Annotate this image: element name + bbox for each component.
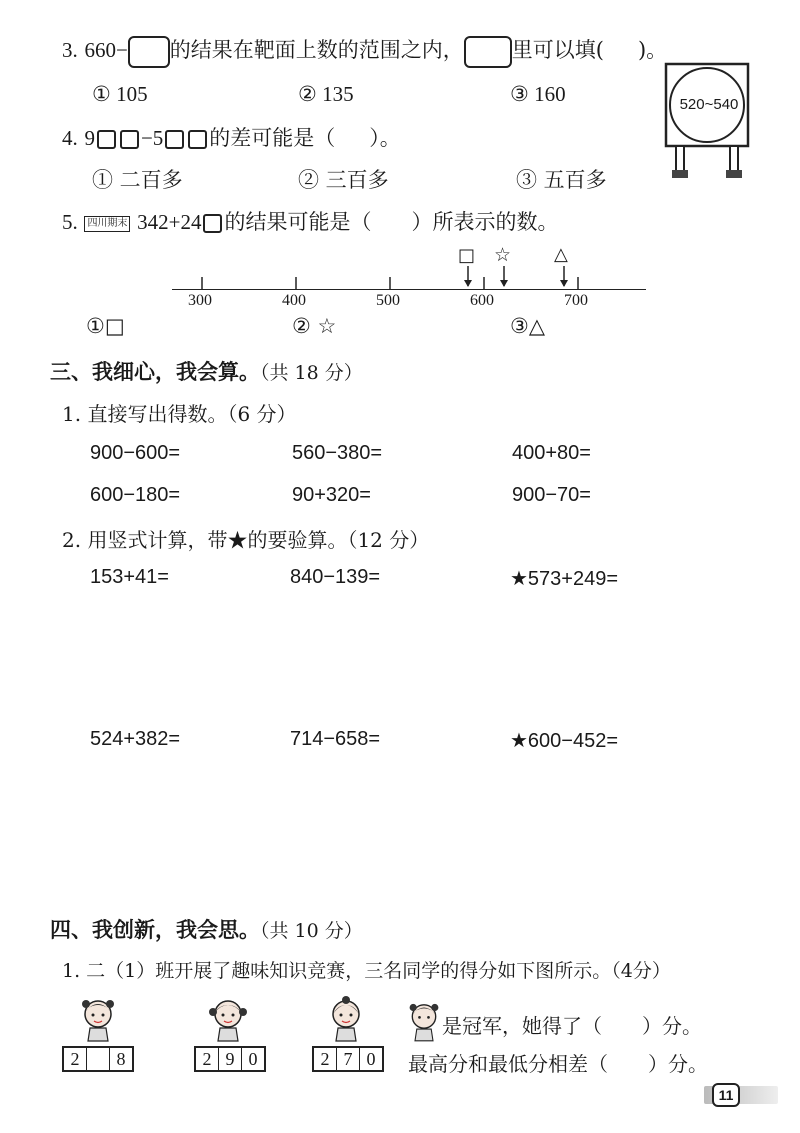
direct-calc: 560−380= [292, 442, 383, 464]
score-box-3 [312, 1046, 384, 1072]
champion-question: 是冠军，她得了（ ）分。 [442, 1014, 702, 1038]
vertical-calc: ★573+249= [510, 568, 619, 590]
score-digit: 0 [366, 1049, 376, 1069]
target-range-label: 520~540 [679, 96, 739, 113]
section-title: 四、我创新，我会思。 [50, 918, 260, 942]
tick-label: 600 [470, 292, 494, 309]
option-3: ③△ [510, 314, 545, 338]
arrow-down-icon [500, 266, 508, 287]
direct-calc: 900−600= [90, 442, 181, 464]
vertical-calc: 714−658= [290, 728, 381, 750]
question-end: ）。 [369, 126, 401, 150]
option-1: ①□ [86, 314, 125, 338]
tick-label: 500 [376, 292, 400, 309]
score-digit: 8 [116, 1049, 126, 1069]
expression: 342+24 [137, 210, 202, 234]
option-2: ② ☆ [292, 314, 337, 338]
difference-question: 最高分和最低分相差（ ）分。 [408, 1052, 708, 1076]
vertical-calc: 840−139= [290, 566, 381, 588]
expression: 660− [84, 38, 128, 62]
direct-calc: 90+320= [292, 484, 371, 506]
source-tag: 四川期末 [84, 216, 130, 232]
score-digit: 0 [248, 1049, 258, 1069]
digit-box[interactable] [120, 130, 139, 149]
digit: −5 [140, 126, 164, 150]
question-3 [62, 34, 667, 68]
option-1: ① 105 [92, 82, 148, 106]
section-4-heading [50, 914, 363, 944]
digit-box[interactable] [165, 130, 184, 149]
section-3-heading [50, 356, 363, 386]
section-score: （共 10 分） [260, 920, 363, 942]
page-number: 11 [712, 1083, 740, 1107]
target-board-icon [664, 62, 752, 186]
student-girl-icon [406, 1000, 442, 1042]
digit-box[interactable] [97, 130, 116, 149]
answer-box[interactable] [128, 36, 170, 68]
option-2: ② 三百多 [298, 168, 389, 192]
q2-title: 2. 用竖式计算，带★的要验算。（12 分） [62, 528, 430, 552]
question-text: 的结果可能是（ [224, 210, 372, 234]
question-number: 5. [62, 210, 78, 234]
tick-label: 300 [188, 292, 212, 309]
arrow-down-icon [560, 266, 568, 287]
digit-box[interactable] [188, 130, 207, 149]
answer-box[interactable] [464, 36, 512, 68]
student-girl-icon [208, 996, 248, 1042]
direct-calc: 400+80= [512, 442, 591, 464]
section4-q1: 1. 二（1）班开展了趣味知识竞赛，三名同学的得分如下图所示。（4分） [62, 960, 671, 982]
section-title: 三、我细心，我会算。 [50, 360, 260, 384]
tick-label: 700 [564, 292, 588, 309]
arrow-down-icon [464, 266, 472, 287]
digit-box[interactable] [203, 214, 222, 233]
question-text: 里可以填( [511, 38, 604, 62]
tick-label: 400 [282, 292, 306, 309]
vertical-calc: 524+382= [90, 728, 181, 750]
question-number: 4. [62, 126, 78, 150]
star-marker: ☆ [494, 244, 512, 266]
option-1: ① 二百多 [92, 168, 183, 192]
score-box-2 [194, 1046, 266, 1072]
triangle-marker: △ [554, 244, 568, 265]
question-end: )。 [637, 38, 668, 62]
vertical-calc: 153+41= [90, 566, 169, 588]
score-digit: 2 [64, 1048, 87, 1070]
student-girl-icon [78, 996, 118, 1042]
score-digit: 2 [314, 1048, 337, 1070]
section-score: （共 18 分） [260, 362, 363, 384]
score-digit-blank[interactable] [87, 1048, 110, 1070]
student-girl-icon [326, 996, 366, 1042]
question-4 [62, 122, 401, 152]
number-line [170, 244, 650, 290]
direct-calc: 900−70= [512, 484, 591, 506]
direct-calc: 600−180= [90, 484, 181, 506]
option-3: ③ 五百多 [516, 168, 607, 192]
option-3: ③ 160 [510, 82, 566, 106]
question-end: ）所表示的数。 [411, 210, 559, 234]
digit: 9 [84, 126, 95, 150]
square-marker: □ [458, 245, 476, 266]
question-number: 3. [62, 38, 78, 62]
question-5 [62, 206, 558, 236]
vertical-calc: ★600−452= [510, 730, 619, 752]
option-2: ② 135 [298, 82, 354, 106]
q1-title: 1. 直接写出得数。（6 分） [62, 402, 297, 426]
score-box-1 [62, 1046, 134, 1072]
score-digit: 9 [219, 1048, 242, 1070]
score-digit: 7 [337, 1048, 360, 1070]
question-text: 的差可能是（ [209, 126, 336, 150]
score-digit: 2 [196, 1048, 219, 1070]
question-text: 的结果在靶面上数的范围之内， [169, 38, 464, 62]
